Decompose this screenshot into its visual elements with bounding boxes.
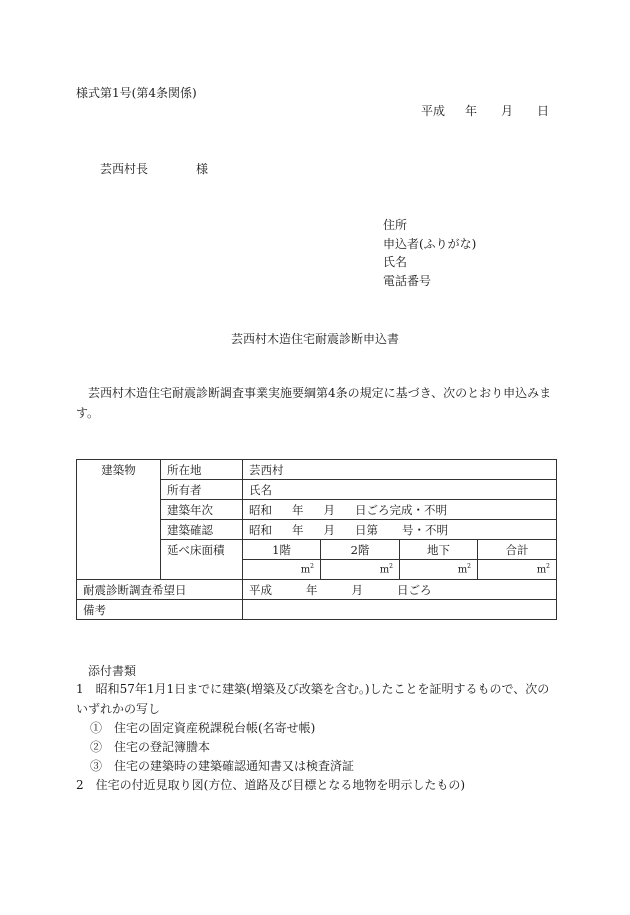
addressee — [100, 160, 208, 178]
confirm-day: 日第 — [355, 522, 378, 537]
phone-label: 電話番号 — [383, 274, 432, 288]
year-suffix: 日ごろ完成・不明 — [355, 502, 447, 517]
attachments-heading: 添付書類 — [88, 664, 137, 678]
attachment-item-2: 2 住宅の付近見取り図(方位、道路及び目標となる地物を明示したもの) — [76, 778, 466, 792]
desired-date-label: 耐震診断調査希望日 — [77, 580, 243, 600]
floor-col-basement: 地下 — [400, 540, 478, 560]
desired-date-value — [243, 580, 557, 600]
date-era: 平成 — [421, 104, 446, 118]
desired-era: 平成 — [249, 582, 272, 597]
desired-suffix: 日ごろ — [397, 582, 432, 597]
attachment-sub-item: ③ 住宅の建築時の建築確認通知書又は検査済証 — [90, 759, 355, 773]
attachment-item-1: 1 昭和57年1月1日までに建築(増築及び改築を含む。)したことを証明するもので、次のいずれかの写し — [76, 682, 550, 716]
application-date — [421, 102, 549, 120]
owner-label: 所有者 — [161, 480, 243, 500]
body-text: 芸西村木造住宅耐震診断調査事業実施要綱第4条の規定に基づき、次のとおり申込みます。 — [76, 386, 552, 420]
date-year: 年 — [465, 104, 478, 118]
remarks-value — [243, 600, 557, 620]
year-era: 昭和 — [249, 502, 272, 517]
date-month: 月 — [501, 104, 514, 118]
desired-month: 月 — [351, 582, 363, 597]
confirm-month: 月 — [323, 522, 335, 537]
desired-year: 年 — [306, 582, 318, 597]
year-month: 月 — [323, 502, 335, 517]
area-unit-sup: 2 — [310, 563, 314, 571]
area-unit-sup: 2 — [389, 563, 393, 571]
name-label: 氏名 — [383, 255, 408, 269]
area-basement-cell — [400, 560, 478, 580]
document-title: 芸西村木造住宅耐震診断申込書 — [230, 332, 399, 346]
floor-area-label: 延べ床面積 — [161, 540, 243, 580]
confirm-era: 昭和 — [249, 522, 272, 537]
addressee-honorific: 様 — [196, 162, 209, 176]
area-1f-cell — [243, 560, 321, 580]
area-2f-cell — [321, 560, 400, 580]
year-label: 建築年次 — [161, 500, 243, 520]
addressee-name: 芸西村長 — [100, 162, 149, 176]
building-info-table — [76, 459, 557, 620]
confirm-label: 建築確認 — [161, 520, 243, 540]
area-unit: m — [457, 564, 468, 576]
location-value: 芸西村 — [243, 460, 557, 480]
year-value — [243, 500, 557, 520]
table-row — [77, 600, 557, 620]
address-label: 住所 — [383, 218, 408, 232]
year-year: 年 — [292, 502, 304, 517]
confirm-suffix: 号・不明 — [402, 522, 448, 537]
confirm-value — [243, 520, 557, 540]
building-label: 建築物 — [77, 460, 161, 580]
area-total-cell — [478, 560, 557, 580]
floor-col-2f: 2階 — [321, 540, 400, 560]
confirm-year: 年 — [292, 522, 304, 537]
table-row — [77, 580, 557, 600]
form-number: 様式第1号(第4条関係) — [76, 86, 197, 100]
remarks-label: 備考 — [77, 600, 243, 620]
date-day: 日 — [537, 104, 550, 118]
area-unit: m — [536, 564, 547, 576]
floor-col-total: 合計 — [478, 540, 557, 560]
area-unit-sup: 2 — [546, 563, 550, 571]
floor-col-1f: 1階 — [243, 540, 321, 560]
attachment-sub-item: ① 住宅の固定資産税課税台帳(名寄せ帳) — [90, 721, 316, 735]
owner-value: 氏名 — [243, 480, 557, 500]
applicant-label: 申込者(ふりがな) — [383, 237, 477, 251]
location-label: 所在地 — [161, 460, 243, 480]
table-row — [77, 460, 557, 480]
area-unit-sup: 2 — [467, 563, 471, 571]
area-unit: m — [379, 564, 390, 576]
attachment-sub-item: ② 住宅の登記簿謄本 — [90, 740, 211, 754]
area-unit: m — [300, 564, 311, 576]
